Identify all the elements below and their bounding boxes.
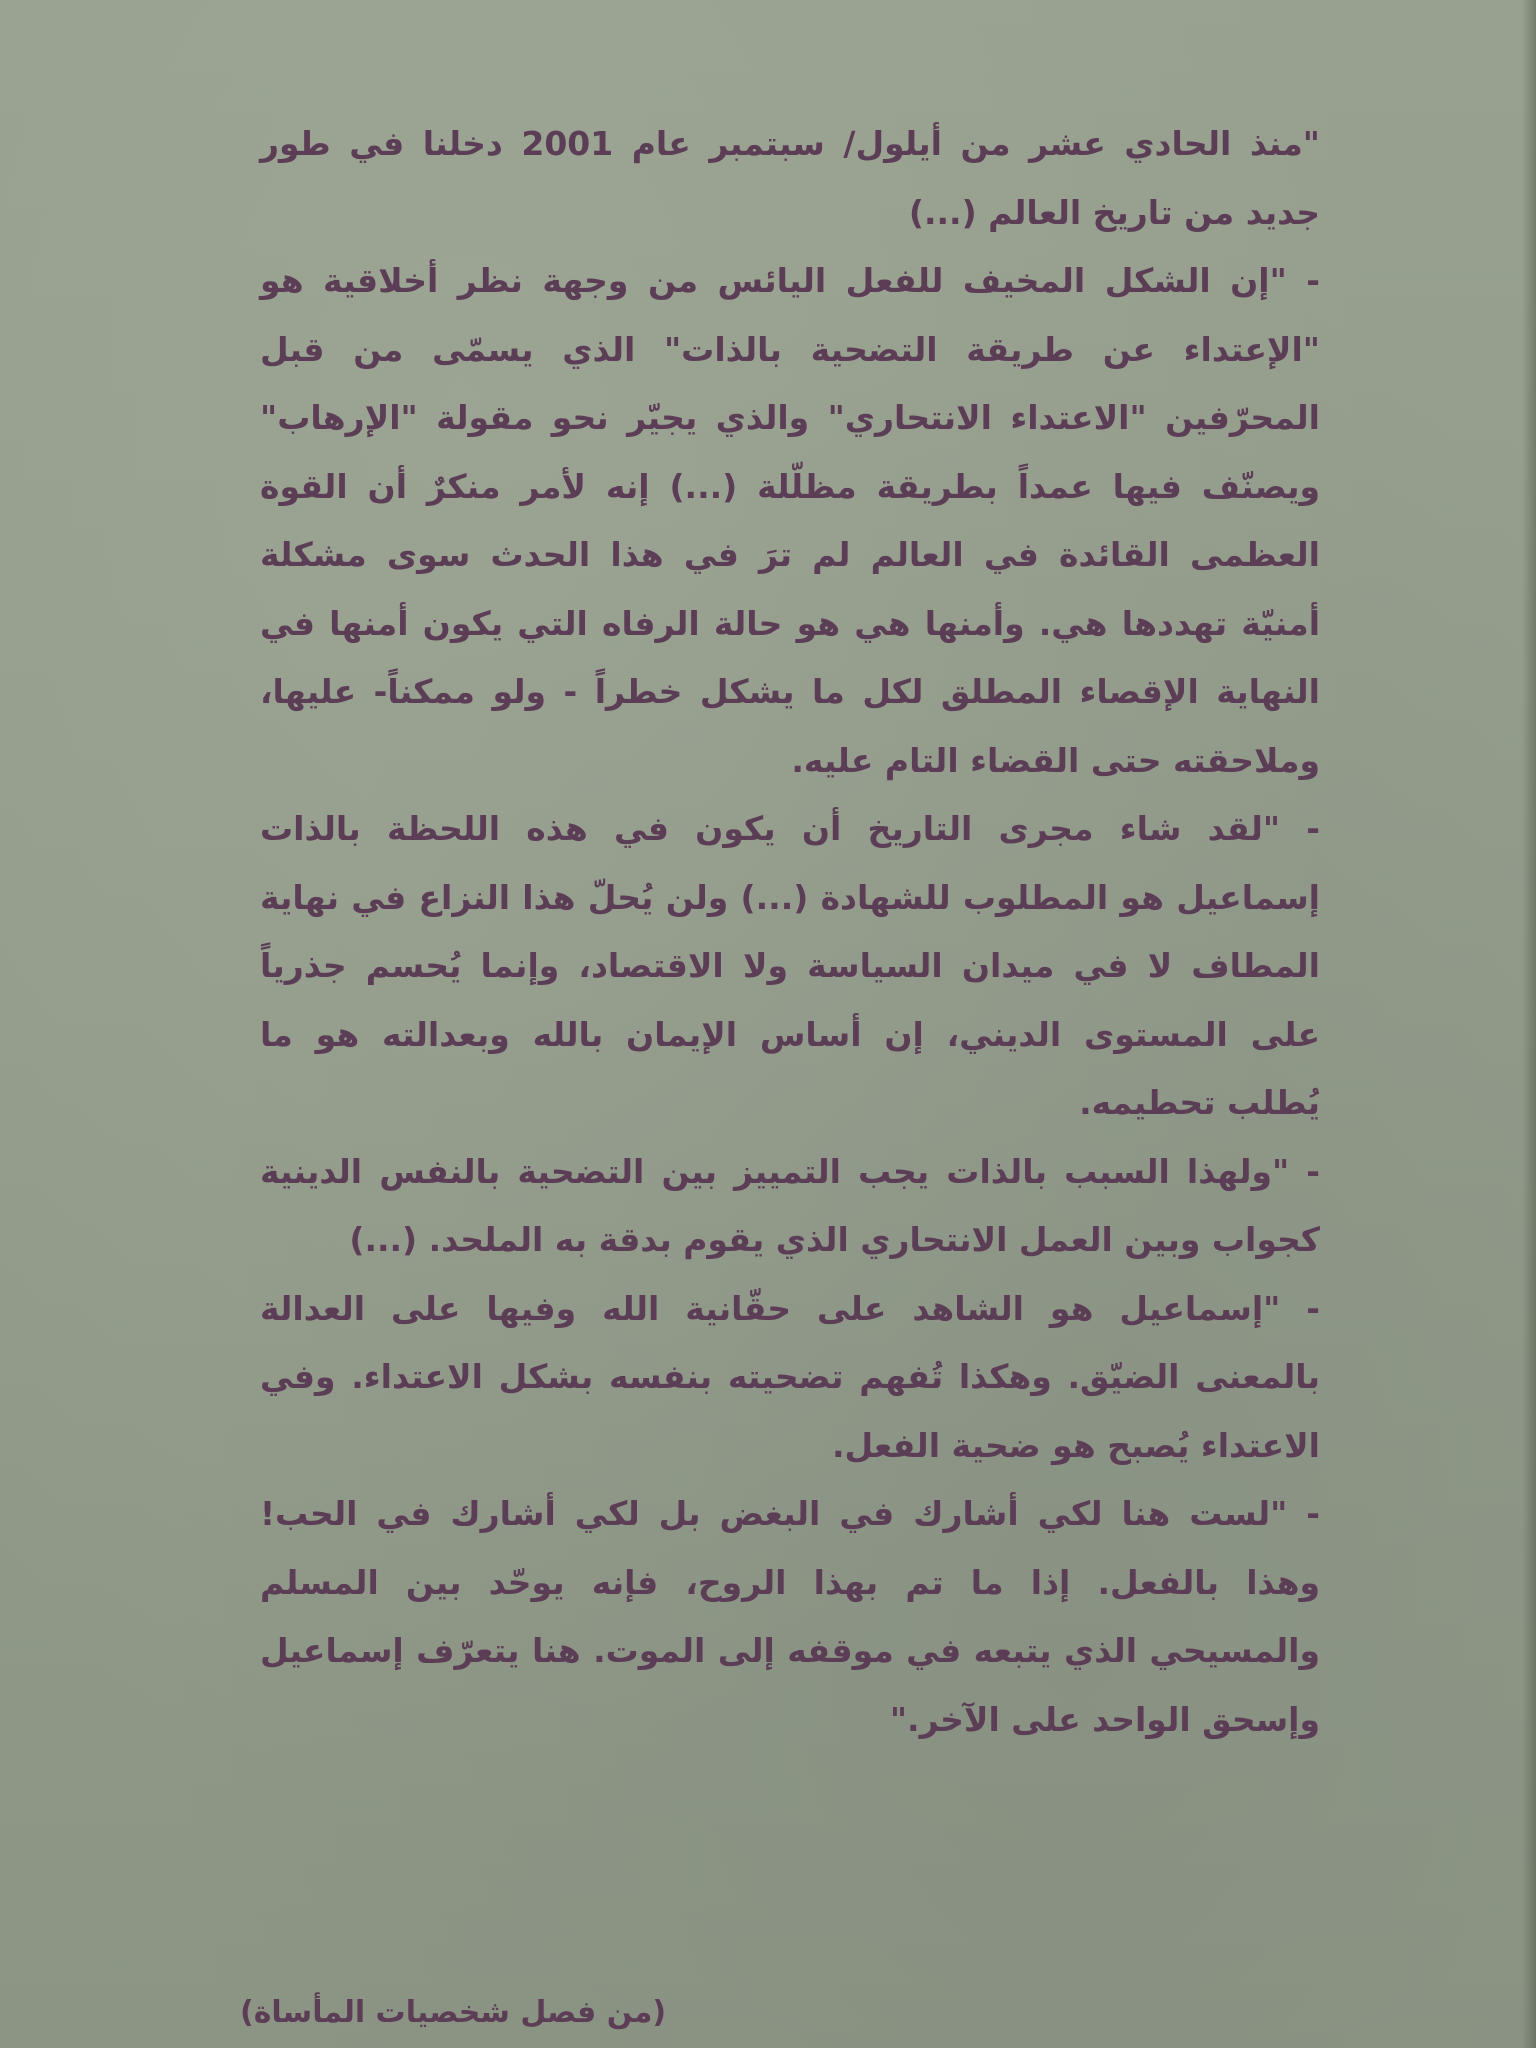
quote-paragraph-6: - "لست هنا لكي أشارك في البغض بل لكي أشارك في الحب! وهذا بالفعل. إذا ما تم بهذا الروح، فإنه يوحّد بين المسلم والمسيحي الذي يتبعه في موقفه إلى الموت. هنا يتعرّف إسماعيل وإسحق الواحد على الآخر." bbox=[260, 1494, 1320, 1739]
quote-paragraph-5: - "إسماعيل هو الشاهد على حقّانية الله وفيها على العدالة بالمعنى الضيّق. وهكذا تُفهم تضحيته بنفسه بشكل الاعتداء. وفي الاعتداء يُصبح هو ضحية الفعل. bbox=[260, 1288, 1320, 1465]
quote-paragraph-3: - "لقد شاء مجرى التاريخ أن يكون في هذه اللحظة بالذات إسماعيل هو المطلوب للشهادة (...) ولن يُحلّ هذا النزاع في نهاية المطاف لا في ميدان السياسة ولا الاقتصاد، وإنما يُحسم جذرياً على المستوى الديني، إن أساس الإيمان بالله وبعدالته هو ما يُطلب تحطيمه. bbox=[260, 809, 1320, 1122]
source-citation: (من فصل شخصيات المأساة) bbox=[240, 1995, 667, 2030]
quote-paragraph-2: - "إن الشكل المخيف للفعل اليائس من وجهة نظر أخلاقية هو "الإعتداء عن طريقة التضحية بالذات" الذي يسمّى من قبل المحرّفين "الاعتداء الانتحاري" والذي يجيّر نحو مقولة "الإرهاب" ويصنّف فيها عمداً بطريقة مظلّلة (...) إنه لأمر منكرٌ أن القوة العظمى القائدة في العالم لم ترَ في هذا الحدث سوى مشكلة أمنيّة تهددها هي. وأمنها هي هو حالة الرفاه التي يكون أمنها في النهاية الإقصاء المطلق لكل ما يشكل خطراً - ولو ممكناً- عليها، وملاحقته حتى القضاء التام عليه. bbox=[260, 261, 1320, 780]
quote-paragraph-1: "منذ الحادي عشر من أيلول/ سبتمبر عام 2001 دخلنا في طور جديد من تاريخ العالم (...) bbox=[260, 124, 1320, 232]
quote-text-block bbox=[260, 110, 1320, 1754]
cover-edge-shadow bbox=[1522, 0, 1536, 2048]
quote-paragraph-4: - "ولهذا السبب بالذات يجب التمييز بين التضحية بالنفس الدينية كجواب وبين العمل الانتحاري الذي يقوم بدقة به الملحد. (...) bbox=[260, 1151, 1320, 1259]
